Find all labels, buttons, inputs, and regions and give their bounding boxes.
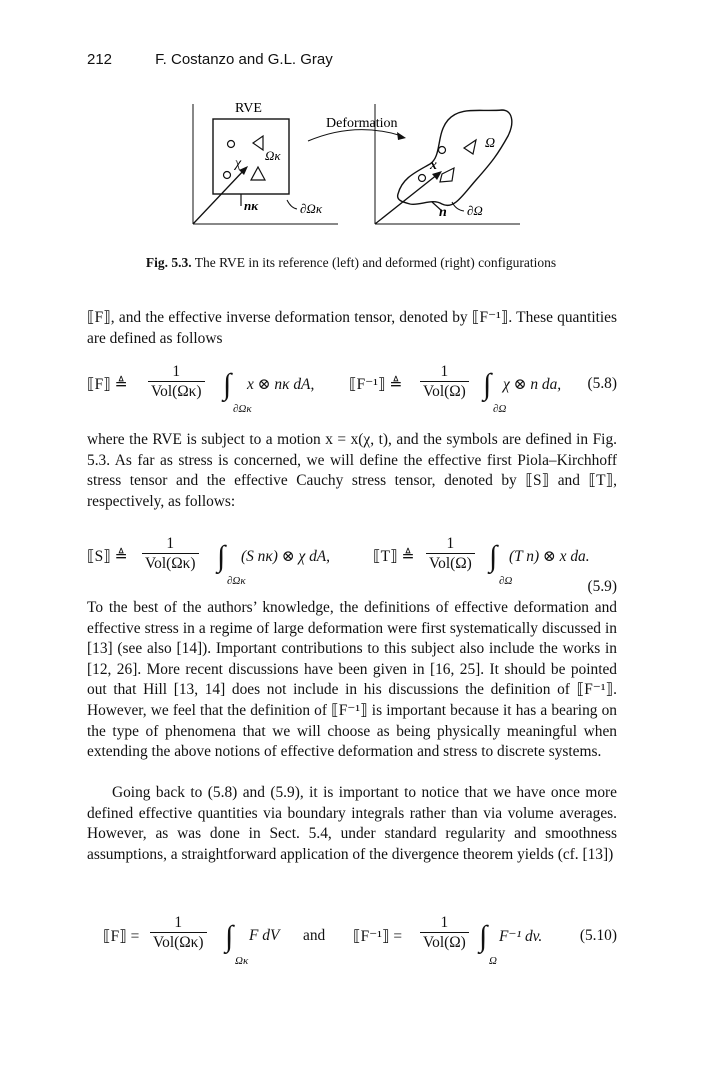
eq58-den2: Vol(Ω) bbox=[423, 383, 466, 400]
eq510-dom2: Ω bbox=[489, 955, 497, 967]
eq58-body2: χ ⊗ n da, bbox=[503, 376, 562, 393]
eq510-dom1: Ωκ bbox=[235, 955, 249, 967]
chi-label: χ bbox=[235, 156, 242, 171]
eq59-dom2: ∂Ω bbox=[499, 575, 513, 587]
omega-label: Ω bbox=[485, 136, 496, 151]
equation-5-9 bbox=[87, 534, 617, 595]
eq59-fraction1 bbox=[142, 534, 199, 573]
boundary-kappa-label: ∂Ωκ bbox=[300, 201, 323, 216]
eq58-num1: 1 bbox=[148, 362, 205, 382]
eq59-integral2: ∫ ∂Ω bbox=[489, 542, 497, 572]
eq58-lhs2: ⟦F⁻¹⟧ ≜ bbox=[349, 376, 403, 393]
eq510-integral2: ∫ Ω bbox=[479, 922, 487, 952]
eq510-integral1: ∫ Ωκ bbox=[225, 922, 233, 952]
eq59-num2: 1 bbox=[426, 534, 475, 554]
eq59-lhs2: ⟦T⟧ ≜ bbox=[373, 548, 415, 565]
running-head-authors: F. Costanzo and G.L. Gray bbox=[155, 51, 333, 68]
boundary-leader-kappa bbox=[287, 200, 297, 209]
deformation-label: Deformation bbox=[326, 116, 398, 131]
rve-label: RVE bbox=[235, 101, 262, 116]
eq59-number: (5.9) bbox=[587, 578, 617, 595]
eq510-fraction1 bbox=[150, 913, 207, 952]
caption-label: Fig. 5.3. bbox=[145, 255, 192, 270]
eq58-integral2: ∫ ∂Ω bbox=[483, 370, 491, 400]
boundary-label: ∂Ω bbox=[467, 203, 483, 218]
caption-text: The RVE in its reference (left) and deformed (right) configurations bbox=[194, 255, 557, 270]
deformation-arrow bbox=[308, 130, 402, 141]
eq510-den1: Vol(Ωκ) bbox=[153, 934, 204, 951]
eq58-den1: Vol(Ωκ) bbox=[151, 383, 202, 400]
eq510-number: (5.10) bbox=[579, 927, 617, 944]
paragraph-4: Going back to (5.8) and (5.9), it is important to notice that we have once more defined effective quantities via boundary integrals rather than via volume averages. However, as was done in Sect. 5.4, under standard regularity and smoothness assumptions, a straightforward application of the divergence theorem yields (cf. [13]) bbox=[87, 784, 617, 863]
eq58-lhs1: ⟦F⟧ ≜ bbox=[87, 376, 128, 393]
n-kappa-label: nκ bbox=[244, 198, 259, 213]
figure-caption bbox=[0, 255, 702, 271]
eq58-integral1: ∫ ∂Ωκ bbox=[223, 370, 231, 400]
n-label: n bbox=[439, 205, 447, 220]
page-header bbox=[87, 51, 333, 68]
eq58-fraction2 bbox=[420, 362, 469, 401]
eq59-den1: Vol(Ωκ) bbox=[145, 555, 196, 572]
eq510-body2: F⁻¹ dv. bbox=[499, 928, 543, 945]
equation-5-8 bbox=[87, 362, 617, 414]
paragraph-2: where the RVE is subject to a motion x = x(χ, t), and the symbols are defined in Fig. 5.3. As far as stress is concerned, we will define the effective first Piola–Kirchhoff stress tensor and the effective Cauchy stress tensor, denoted by ⟦S⟧ and ⟦T⟧, respectively, as follows: bbox=[87, 431, 617, 510]
eq58-body1: x ⊗ nκ dA, bbox=[247, 376, 315, 393]
eq58-dom1: ∂Ωκ bbox=[233, 403, 252, 415]
eq510-lhs1: ⟦F⟧ = bbox=[103, 928, 140, 945]
eq510-body1: F dV bbox=[249, 927, 280, 944]
eq59-num1: 1 bbox=[142, 534, 199, 554]
page-number: 212 bbox=[87, 51, 113, 68]
x-label: x bbox=[430, 158, 437, 173]
eq59-fraction2 bbox=[426, 534, 475, 573]
eq59-lhs1: ⟦S⟧ ≜ bbox=[87, 548, 128, 565]
eq510-num2: 1 bbox=[420, 913, 469, 933]
eq58-fraction1 bbox=[148, 362, 205, 401]
eq59-body2: (T n) ⊗ x da. bbox=[509, 548, 590, 565]
eq510-fraction2 bbox=[420, 913, 469, 952]
equation-5-10 bbox=[103, 913, 617, 965]
eq59-body1: (S nκ) ⊗ χ dA, bbox=[241, 548, 331, 565]
eq58-number: (5.8) bbox=[587, 375, 617, 392]
eq58-dom2: ∂Ω bbox=[493, 403, 507, 415]
rve-figure bbox=[180, 96, 520, 246]
eq510-den2: Vol(Ω) bbox=[423, 934, 466, 951]
paragraph-1: ⟦F⟧, and the effective inverse deformation tensor, denoted by ⟦F⁻¹⟧. These quantities are defined as follows bbox=[87, 309, 617, 347]
eq59-integral1: ∫ ∂Ωκ bbox=[217, 542, 225, 572]
eq59-dom1: ∂Ωκ bbox=[227, 575, 246, 587]
omega-kappa-label: Ωκ bbox=[265, 148, 281, 163]
eq510-and: and bbox=[303, 927, 326, 944]
eq58-num2: 1 bbox=[420, 362, 469, 382]
paragraph-3: To the best of the authors’ knowledge, the definitions of effective deformation and effective stress in a regime of large deformation were first systematically discussed in [13] (see also [14]). Important contributions to this subject also include the works in [12, 26]. More recent discussions have been given in [16, 25]. It should be pointed out that Hill [13, 14] does not include in his discussions the definition of ⟦F⁻¹⟧. However, we feel that the definition of ⟦F⁻¹⟧ is important because it has a bearing on the type of phenomena that we will choose as being physically meaningful when extending the above notions of effective deformation and stress to discrete systems. bbox=[87, 599, 617, 761]
eq510-num1: 1 bbox=[150, 913, 207, 933]
eq510-lhs2: ⟦F⁻¹⟧ = bbox=[353, 928, 403, 945]
eq59-den2: Vol(Ω) bbox=[429, 555, 472, 572]
deformation-arrowhead bbox=[397, 132, 406, 140]
deformed-body bbox=[398, 110, 512, 205]
